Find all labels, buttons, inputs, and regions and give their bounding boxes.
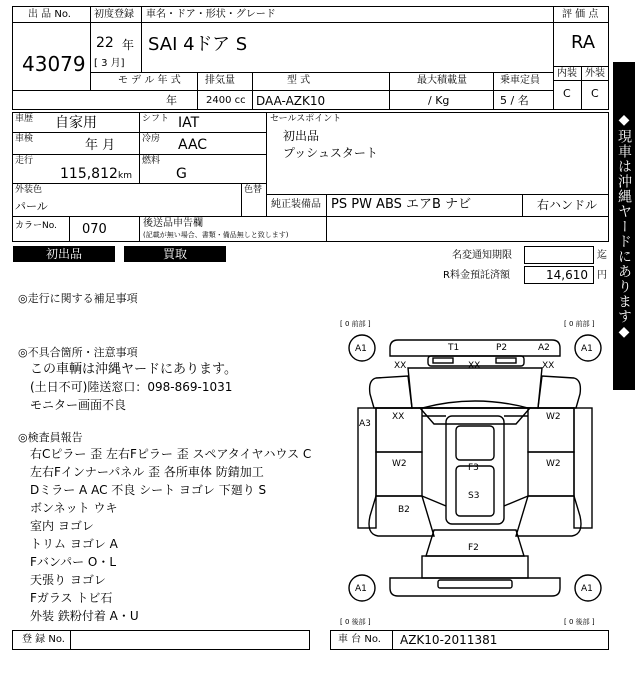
mark-bumper-a2: A2	[538, 343, 550, 353]
chassis-no: AZK10-2011381	[400, 633, 498, 647]
inspector-line-10: 外装 鉄粉付着 A・U	[30, 609, 139, 623]
score: RA	[571, 32, 596, 53]
defect-header: ◎不具合箇所・注意事項	[18, 346, 138, 359]
recycle-label: R料金預託済額	[443, 270, 510, 281]
exterior-label: 外装	[585, 68, 605, 79]
mark-door-fl: XX	[392, 412, 405, 422]
tag-first-listing: 初出品	[13, 246, 115, 262]
inspector-line-9: Fガラス トビ石	[30, 591, 113, 605]
capacity: 5 / 名	[500, 94, 529, 107]
yard-notice-banner: ◆現車は沖縄ヤードにあります◆	[613, 62, 635, 390]
defect-line-2: (土日不可)陸送窓口：098-869-1031	[30, 380, 233, 394]
lot-no-label: 出 品 No.	[28, 9, 71, 20]
name-change-label: 名変通知期限	[452, 250, 512, 261]
mark-rocker-a3: A3	[359, 419, 371, 429]
fuel-label: 燃料	[142, 156, 161, 166]
mark-trunk-f2: F2	[468, 543, 479, 553]
color: パール	[15, 200, 48, 213]
mark-door-rr: W2	[546, 459, 561, 469]
interior-label: 内装	[557, 68, 577, 79]
first-reg-label: 初度登録	[94, 9, 134, 20]
color-no-label: カラーNo.	[15, 221, 57, 231]
name-change-unit: 迄	[597, 250, 607, 261]
car-damage-diagram	[338, 316, 612, 628]
steering: 右ハンドル	[537, 198, 598, 212]
inspector-line-8: 天張り ヨゴレ	[30, 573, 106, 587]
driving-header: ◎走行に関する補足事項	[18, 292, 138, 305]
mark-rear-b2: B2	[398, 505, 410, 515]
mark-wheel-rl: A1	[355, 584, 367, 594]
inspector-line-2: 左右Fインナーパネル 歪 各所車体 防錆加工	[30, 465, 264, 479]
mileage-unit: km	[118, 171, 132, 181]
docs-label: 後送品申告欄	[143, 218, 203, 229]
mark-fender-right: XX	[542, 361, 555, 371]
max-load: / Kg	[428, 94, 450, 107]
name-change-box	[524, 246, 594, 264]
mark-door-rl: W2	[392, 459, 407, 469]
model: DAA-AZK10	[256, 94, 326, 108]
capacity-label: 乗車定員	[500, 75, 540, 86]
lot-no: 43079	[22, 52, 86, 76]
model-year-unit: 年	[166, 94, 177, 107]
mark-floor-s3: S3	[468, 491, 480, 501]
tag-purchase: 買取	[124, 246, 226, 262]
sales-point-2: プッシュスタート	[283, 146, 378, 160]
first-reg-month: [ 3 月]	[94, 58, 125, 69]
mileage-label: 走行	[15, 156, 34, 166]
inspector-line-6: トリム ヨゴレ A	[30, 537, 118, 551]
shift: IAT	[178, 115, 200, 131]
exterior-grade: C	[591, 87, 599, 100]
displacement-label: 排気量	[205, 75, 235, 86]
history: 自家用	[55, 115, 97, 131]
color-label: 外装色	[15, 185, 43, 195]
score-label: 評 価 点	[562, 9, 599, 20]
inspector-header: ◎検査員報告	[18, 431, 83, 444]
mark-bumper-p2: P2	[496, 343, 508, 353]
fuel: G	[176, 166, 187, 182]
ac: AAC	[178, 137, 208, 153]
mark-fender-left: XX	[394, 361, 407, 371]
ac-label: 冷房	[142, 134, 161, 144]
chassis-label: 車 台 No.	[338, 634, 381, 645]
color-no: 070	[82, 222, 107, 237]
interior-grade: C	[563, 87, 571, 100]
max-load-label: 最大積載量	[417, 75, 467, 86]
inspector-line-7: Fバンパー O・L	[30, 555, 117, 569]
inspection-label: 車検	[15, 134, 34, 144]
shift-label: シフト	[142, 114, 170, 124]
equipment-label: 純正装備品	[271, 199, 321, 210]
inspection: 年 月	[85, 138, 116, 153]
reg-no-label: 登 録 No.	[22, 634, 65, 645]
recycle-amount: 14,610	[546, 268, 588, 282]
model-label: 型 式	[287, 75, 311, 86]
mark-bumper-t1: T1	[448, 343, 460, 353]
mark-door-fr: W2	[546, 412, 561, 422]
corner-rear-left: [ 0 後部 ]	[340, 618, 371, 626]
year-unit: 年	[122, 38, 135, 52]
inspector-line-4: ボンネット ウキ	[30, 501, 118, 515]
corner-front-left: [ 0 前部 ]	[340, 320, 371, 328]
corner-front-right: [ 0 前部 ]	[564, 320, 595, 328]
equipment: PS PW ABS エアB ナビ	[331, 197, 472, 212]
inspector-line-3: Dミラー A AC 不良 シート ヨゴレ 下廻り S	[30, 483, 267, 497]
model-year-label: モ デ ル 年 式	[118, 75, 181, 86]
color-change-label: 色替	[244, 185, 263, 195]
mark-wheel-fr: A1	[581, 344, 593, 354]
displacement: 2400 cc	[206, 95, 246, 106]
first-reg-year: 22	[96, 35, 114, 51]
mark-wheel-rr: A1	[581, 584, 593, 594]
sales-point-label: セールスポイント	[270, 114, 342, 124]
car-name-label: 車名・ドア・形状・グレード	[146, 9, 276, 20]
sales-point-1: 初出品	[283, 129, 320, 143]
history-label: 車歴	[15, 114, 34, 124]
mark-floor-f3: F3	[468, 463, 479, 473]
defect-line-1: この車輌は沖縄ヤードにあります。	[30, 362, 237, 377]
mark-wheel-fl: A1	[355, 344, 367, 354]
mark-hood: XX	[468, 361, 481, 371]
docs-note: (記載が無い場合、書類・備品無しと致します)	[143, 231, 289, 239]
recycle-unit: 円	[597, 270, 607, 281]
corner-rear-right: [ 0 後部 ]	[564, 618, 595, 626]
inspector-line-5: 室内 ヨゴレ	[30, 519, 94, 533]
inspector-line-1: 右Cピラー 歪 左右Fピラー 歪 スペアタイヤハウス C	[30, 447, 312, 461]
mileage: 115,812	[60, 166, 118, 182]
car-name: SAI 4ドア S	[148, 34, 248, 55]
defect-line-3: モニター画面不良	[30, 398, 127, 412]
